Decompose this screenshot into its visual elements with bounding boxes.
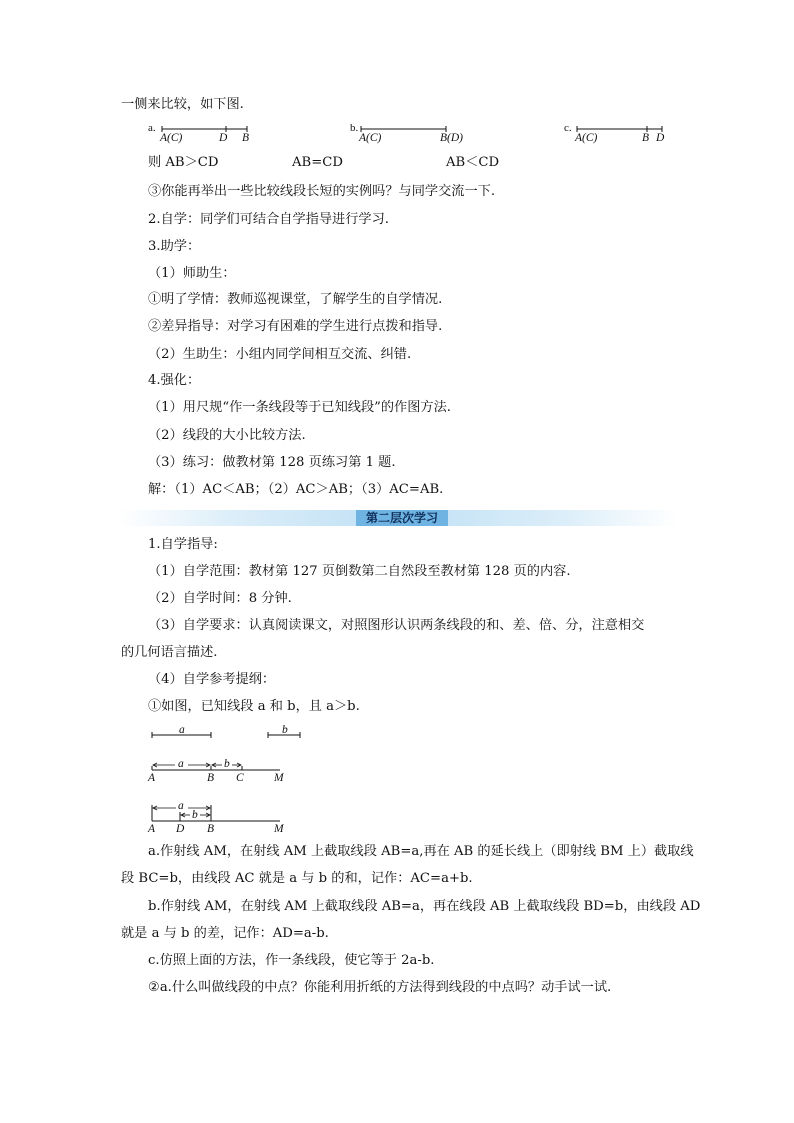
- text-line: 4.强化：: [148, 373, 201, 388]
- point-label: B(D): [440, 132, 463, 144]
- segment-label: a: [178, 758, 184, 770]
- text-line: 1.自学指导:: [148, 537, 218, 552]
- text-line: 段 BC=b，由线段 AC 就是 a 与 b 的和，记作：AC=a+b.: [121, 871, 473, 886]
- point-label: C: [236, 772, 244, 784]
- text-line: 2.自学：同学们可结合自学指导进行学习.: [148, 212, 389, 227]
- figure-tag: c.: [564, 122, 572, 134]
- segment-label: a: [179, 724, 185, 736]
- text-line: （1）师助生：: [148, 266, 236, 281]
- text-line: 解：（1）AC＜AB；（2）AC＞AB；（3）AC=AB.: [148, 482, 444, 497]
- text-line: ①如图，已知线段 a 和 b，且 a＞b.: [148, 699, 360, 714]
- text-line: （2）线段的大小比较方法.: [148, 428, 306, 443]
- point-label: A(C): [160, 132, 183, 144]
- segment-label: a: [178, 800, 184, 812]
- text-line: （2）自学时间：8 分钟.: [148, 591, 292, 606]
- point-label: D: [219, 132, 228, 144]
- text-line: （4）自学参考提纲：: [148, 672, 276, 687]
- point-label: B: [207, 772, 215, 784]
- point-label: D: [176, 823, 185, 835]
- text-line: 3.助学：: [148, 239, 201, 254]
- figure-tag: b.: [350, 122, 359, 134]
- text-line: （1）用尺规“作一条线段等于已知线段”的作图方法.: [148, 400, 452, 415]
- point-label: B: [242, 132, 250, 144]
- segment-label: b: [224, 758, 230, 770]
- text-line: 就是 a 与 b 的差，记作：AD=a-b.: [121, 926, 329, 941]
- text-line: c.仿照上面的方法，作一条线段，使它等于 2a-b.: [148, 953, 435, 968]
- point-label: A: [148, 823, 156, 835]
- point-label: M: [274, 823, 284, 835]
- text-line: ②a.什么叫做线段的中点？你能利用折纸的方法得到线段的中点吗？动手试一试.: [148, 980, 612, 995]
- text-line: ③你能再举出一些比较线段长短的实例吗？与同学交流一下.: [148, 184, 496, 199]
- section-banner-title: 第二层次学习: [356, 510, 448, 526]
- segment-label: b: [192, 809, 198, 821]
- text-line: （1）自学范围：教材第 127 页倒数第二自然段至教材第 128 页的内容.: [148, 564, 571, 579]
- point-label: A: [148, 772, 156, 784]
- text-line: ②差异指导：对学习有困难的学生进行点拨和指导.: [148, 319, 443, 334]
- point-label: B: [207, 823, 215, 835]
- text-line: 的几何语言描述.: [121, 645, 218, 660]
- text-line: （3）练习：做教材第 128 页练习第 1 题.: [148, 455, 396, 470]
- text-line: AB＜CD: [446, 155, 500, 170]
- text-line: b.作射线 AM，在射线 AM 上截取线段 AB=a，再在线段 AB 上截取线段 BD=b，由线段 AD: [148, 899, 701, 914]
- point-label: M: [274, 772, 284, 784]
- point-label: A(C): [359, 132, 382, 144]
- figure-tag: a.: [148, 122, 156, 134]
- text-line: 一侧来比较，如下图.: [121, 97, 244, 112]
- text-line: a.作射线 AM，在射线 AM 上截取线段 AB=a,再在 AB 的延长线上（即射线 BM 上）截取线: [148, 844, 694, 859]
- text-line: 则 AB＞CD: [148, 155, 219, 170]
- text-line: （3）自学要求：认真阅读课文，对照图形认识两条线段的和、差、倍、分，注意相交: [148, 618, 645, 633]
- segment-label: b: [282, 724, 288, 736]
- text-line: ①明了学情：教师巡视课堂，了解学生的自学情况.: [148, 292, 443, 307]
- point-label: D: [656, 132, 665, 144]
- text-line: AB=CD: [292, 155, 343, 170]
- point-label: B: [642, 132, 650, 144]
- point-label: A(C): [575, 132, 598, 144]
- text-line: （2）生助生：小组内同学间相互交流、纠错.: [148, 347, 412, 362]
